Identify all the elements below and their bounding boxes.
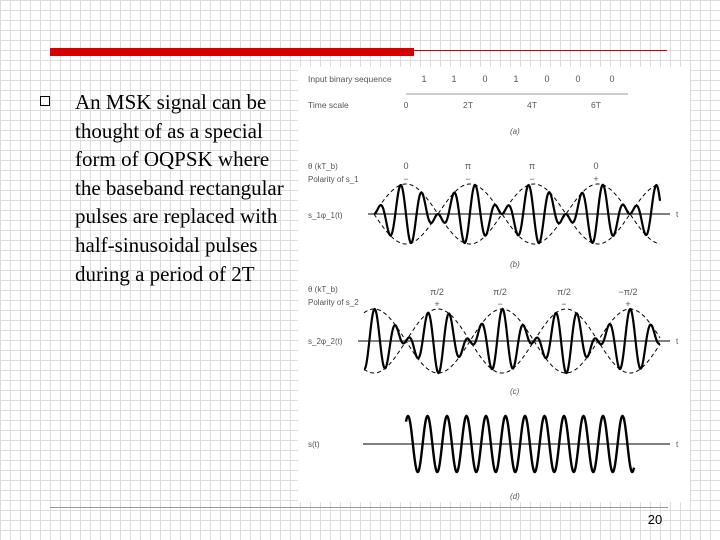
polarity1-sign: + [593, 174, 599, 184]
input-bit: 0 [609, 74, 615, 84]
phase1-value: 0 [403, 161, 409, 171]
time-tick: 0 [403, 100, 409, 110]
phase2-value: π/2 [430, 287, 444, 297]
theta-label-2: θ (kT_b) [308, 285, 338, 294]
time-tick: 4T [527, 100, 537, 110]
msk-figure-svg [298, 67, 690, 502]
wave1-label: s_1φ_1(t) [308, 211, 343, 220]
polarity2-sign: − [561, 299, 567, 309]
bullet-text: An MSK signal can be thought of as a special form of OQPSK where the baseband rectangular pulses are replaced with half-sinusoidal pulses during a period of 2T [75, 90, 284, 286]
caption-c: (c) [510, 387, 520, 396]
phase1-value: π [464, 161, 472, 171]
wave1-axis-t: t [676, 210, 679, 219]
polarity1-sign: − [465, 174, 471, 184]
polarity1-sign: − [529, 174, 535, 184]
page-number: 20 [647, 512, 663, 527]
input-bit: 1 [451, 74, 457, 84]
polarity2-sign: − [497, 299, 503, 309]
phase1-value: π [528, 161, 536, 171]
input-bit: 0 [575, 74, 581, 84]
polarity2-label: Polarity of s_2 [308, 298, 359, 307]
input-sequence-label: Input binary sequence [308, 74, 392, 84]
theta-label-1: θ (kT_b) [308, 162, 338, 171]
wave2-axis-t: t [676, 337, 679, 346]
msk-figure [298, 67, 690, 502]
polarity1-sign: − [403, 174, 409, 184]
polarity1-label: Polarity of s_1 [308, 175, 359, 184]
input-bit: 0 [544, 74, 550, 84]
phase2-value: −π/2 [618, 287, 638, 297]
time-scale-label: Time scale [308, 100, 349, 110]
footer-divider [50, 507, 668, 508]
input-bit: 1 [421, 74, 427, 84]
caption-a: (a) [510, 127, 520, 136]
time-tick: 2T [463, 100, 473, 110]
input-bit: 0 [482, 74, 488, 84]
title-accent-bar [50, 48, 414, 56]
phase2-value: π/2 [493, 287, 507, 297]
caption-d: (d) [510, 492, 520, 501]
phase1-value: 0 [593, 161, 599, 171]
wave3-axis-t: t [676, 440, 679, 449]
caption-b: (b) [510, 260, 520, 269]
phase2-value: π/2 [557, 287, 571, 297]
bullet-square-icon [40, 96, 50, 106]
time-tick: 6T [591, 100, 601, 110]
title-accent-line [414, 50, 667, 51]
wave3-label: s(t) [308, 440, 320, 449]
input-bit: 1 [513, 74, 519, 84]
polarity2-sign: + [625, 299, 631, 309]
wave2-label: s_2φ_2(t) [308, 337, 343, 346]
polarity2-sign: + [434, 299, 440, 309]
